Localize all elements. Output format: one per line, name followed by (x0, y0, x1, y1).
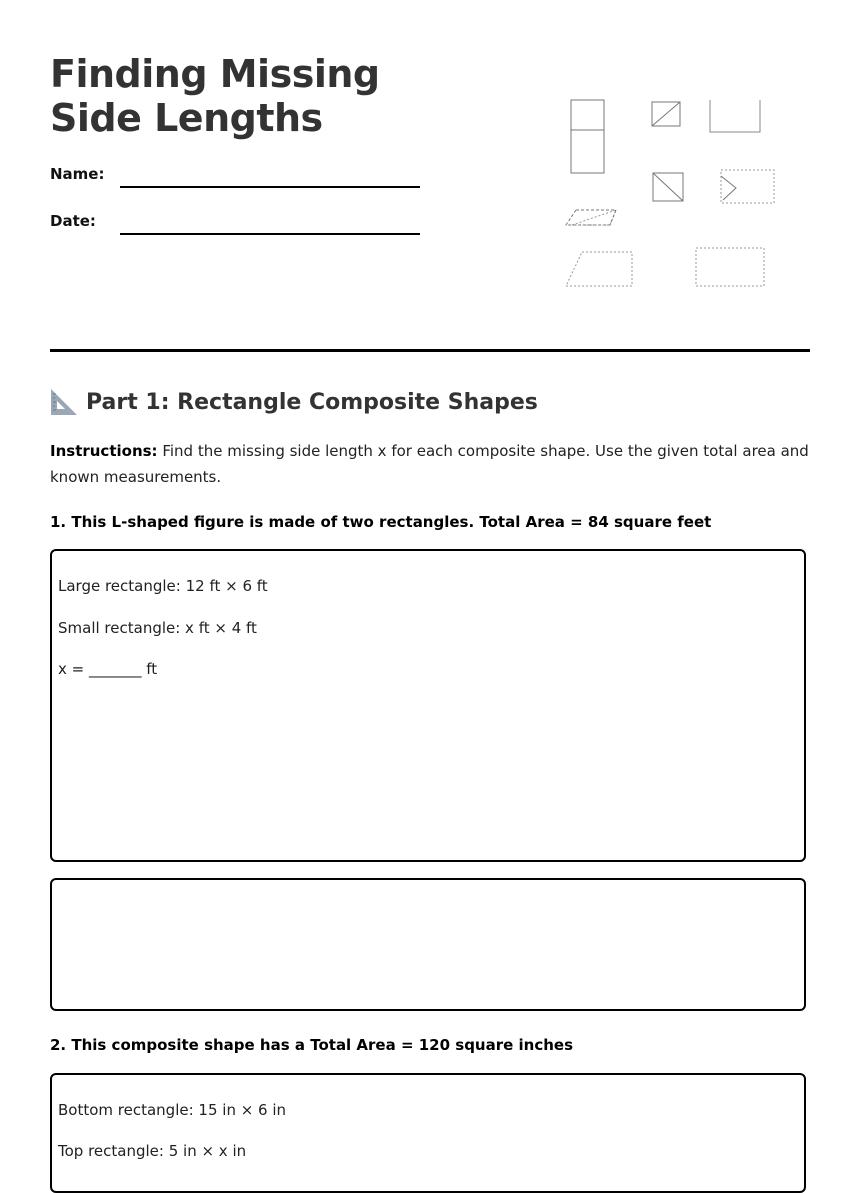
problem-1-line: Small rectangle: x ft × 4 ft (58, 619, 257, 637)
worksheet-header (50, 0, 810, 352)
dashed-rectangle-shape (696, 248, 764, 286)
problem-2-line: Top rectangle: 5 in × x in (58, 1142, 247, 1160)
problem-1-box[interactable] (50, 549, 806, 862)
date-label: Date: (50, 212, 96, 230)
dashed-notched-shape (721, 170, 774, 203)
header-divider (50, 349, 810, 352)
name-label: Name: (50, 165, 105, 183)
instructions-label: Instructions: (50, 442, 158, 460)
problem-2-line: Bottom rectangle: 15 in × 6 in (58, 1101, 287, 1119)
problem-1-work-area[interactable] (50, 878, 806, 1011)
parallelogram-shape (566, 252, 632, 286)
page-title: Finding Missing Side Lengths (50, 52, 380, 140)
open-rectangle-shape (710, 100, 760, 132)
section-heading (50, 388, 538, 416)
worksheet-page (50, 0, 810, 1160)
split-rectangle-shape (571, 100, 604, 173)
problem-1-answer-line: x = _______ ft (58, 660, 158, 678)
section-heading-text: Part 1: Rectangle Composite Shapes (86, 389, 538, 415)
date-field[interactable] (120, 233, 420, 235)
problem-2-box[interactable] (50, 1073, 806, 1193)
problem-1-line: Large rectangle: 12 ft × 6 ft (58, 577, 268, 595)
decorative-shapes (558, 92, 790, 292)
small-parallelogram-shape (572, 210, 616, 225)
instructions-text: Find the missing side length x for each composite shape. Use the given total area and known measurements. (50, 442, 809, 486)
problem-1-title: 1. This L-shaped figure is made of two rectangles. Total Area = 84 square feet (50, 513, 712, 531)
instructions (50, 438, 810, 490)
problem-2-title: 2. This composite shape has a Total Area = 120 square inches (50, 1036, 574, 1054)
triangle-ruler-icon (50, 388, 78, 416)
name-field[interactable] (120, 186, 420, 188)
